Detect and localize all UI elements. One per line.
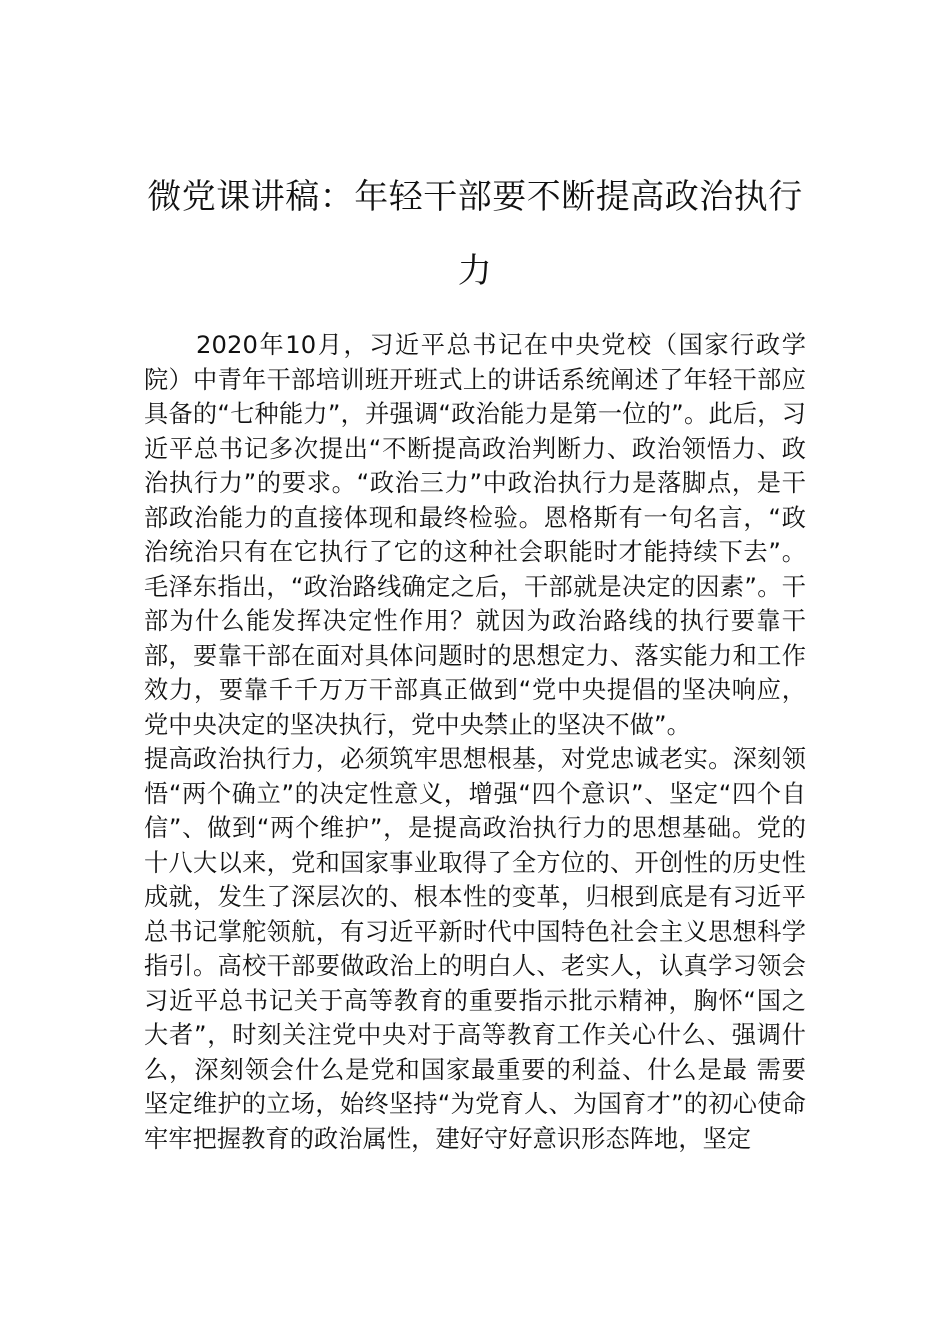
paragraph-1: 2020年10月，习近平总书记在中央党校（国家行政学院）中青年干部培训班开班式上的讲话系统阐述了年轻干部应具备的“七种能力”，并强调“政治能力是第一位的”。此后，习近平总书记多次提出“不断提高政治判断力、政治领悟力、政治执行力”的要求。“政治三力”中政治执行力是落脚点，是干部政治能力的直接体现和最终检验。恩格斯有一句名言，“政治统治只有在它执行了它的这种社会职能时才能持续下去”。毛泽东指出，“政治路线确定之后，干部就是决定的因素”。干部为什么能发挥决定性作用？就因为政治路线的执行要靠干部，要靠干部在面对具体问题时的思想定力、落实能力和工作效力，要靠千千万万干部真正做到“党中央提倡的坚决响应，党中央决定的坚决执行，党中央禁止的坚决不做”。 (144, 331, 806, 739)
document-body (144, 328, 806, 1156)
paragraph-2: 提高政治执行力，必须筑牢思想根基，对党忠诚老实。深刻领悟“两个确立”的决定性意义，增强“四个意识”、坚定“四个自信”、做到“两个维护”，是提高政治执行力的思想基础。党的十八大以来，党和国家事业取得了全方位的、开创性的历史性成就，发生了深层次的、根本性的变革，归根到底是有习近平总书记掌舵领航，有习近平新时代中国特色社会主义思想科学指引。高校干部要做政治上的明白人、老实人，认真学习领会习近平总书记关于高等教育的重要指示批示精神，胸怀“国之大者”，时刻关注党中央对于高等教育工作关心什么、强调什么，深刻领会什么是党和国家最重要的利益、什么是最 需要坚定维护的立场，始终坚持“为党育人、为国育才”的初心使命牢牢把握教育的政治属性，建好守好意识形态阵地，坚定 (144, 745, 806, 1153)
document-title: 微党课讲稿：年轻干部要不断提高政治执行力 (147, 177, 803, 291)
